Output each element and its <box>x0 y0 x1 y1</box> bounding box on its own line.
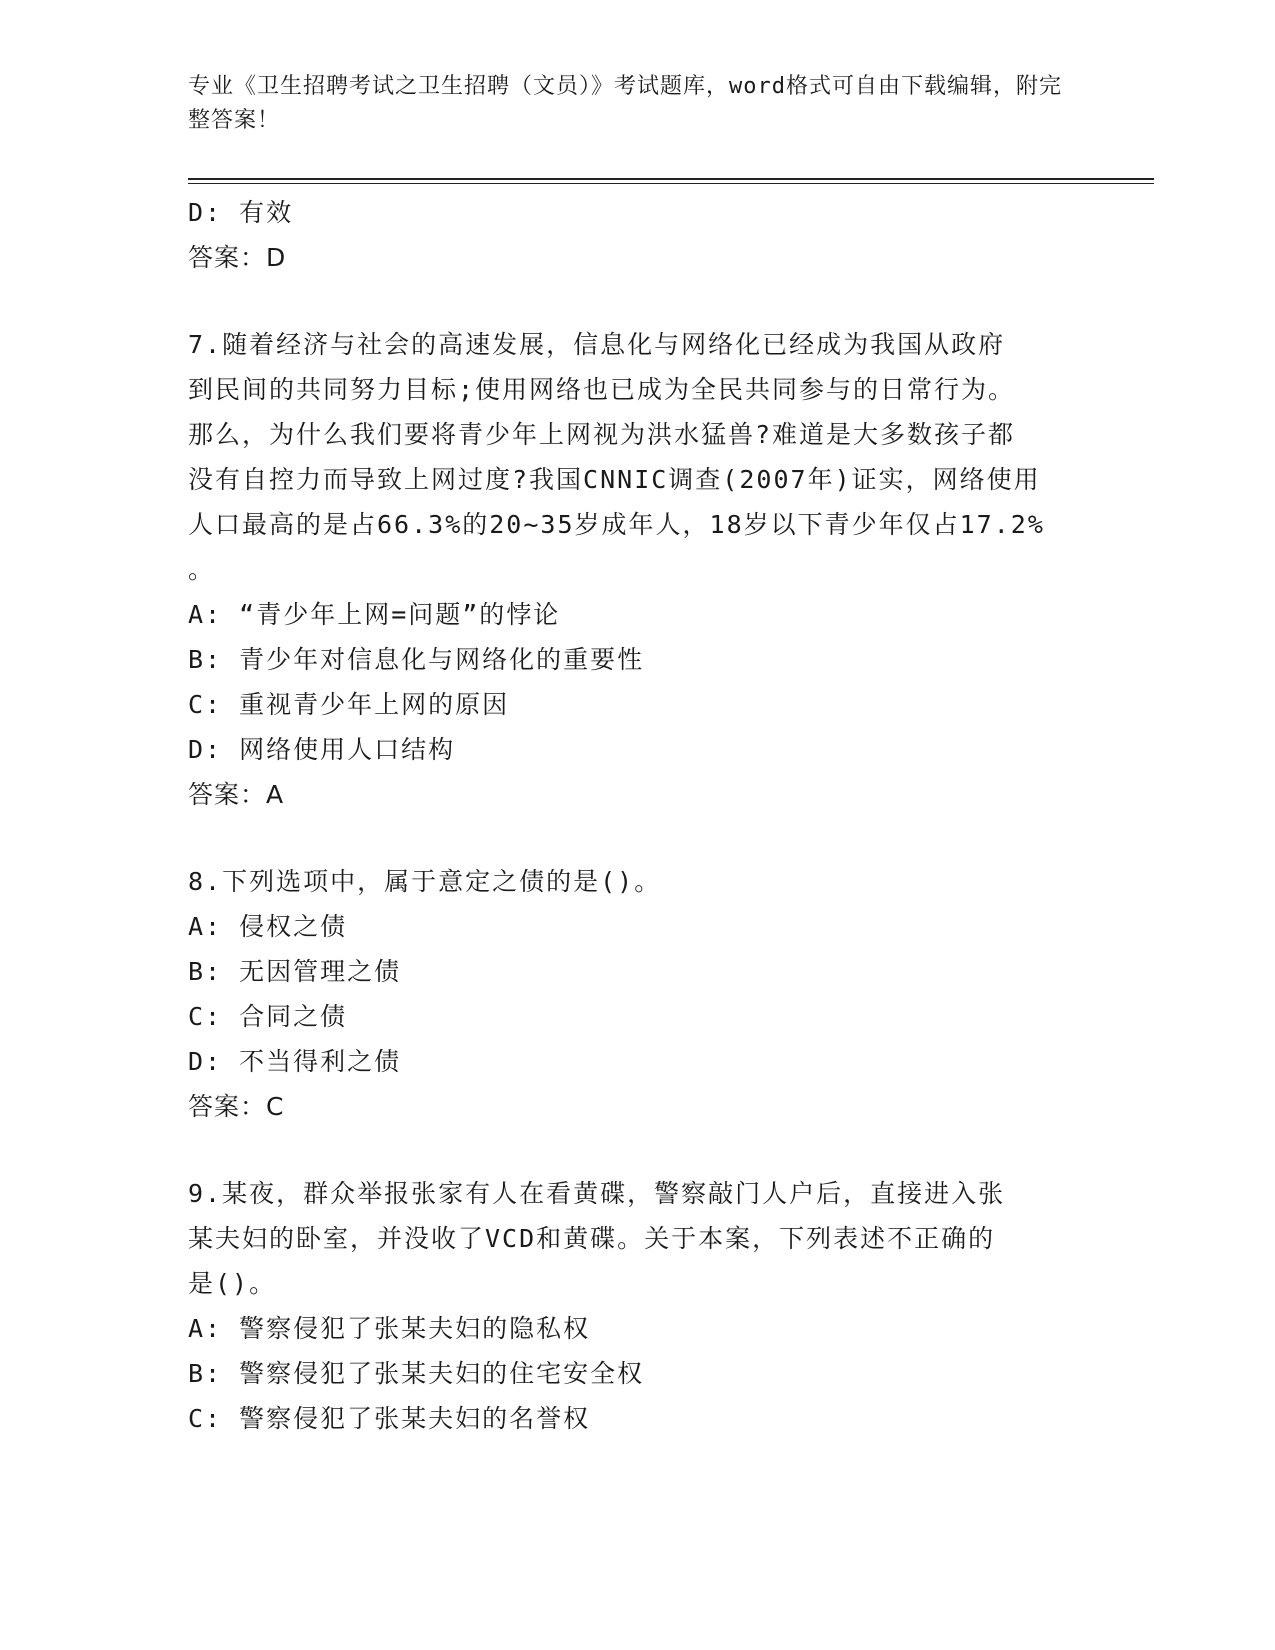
option-c: C: 重视青少年上网的原因 <box>188 690 510 719</box>
question-6-tail <box>188 190 1088 280</box>
document-content <box>188 190 1088 1441</box>
answer: 答案：C <box>188 1092 285 1121</box>
answer: 答案：A <box>188 780 285 809</box>
header-rule-thick <box>188 178 1154 180</box>
option-d: D: 网络使用人口结构 <box>188 735 456 764</box>
stem-line: 8.下列选项中，属于意定之债的是()。 <box>188 867 662 896</box>
option-b: B: 无因管理之债 <box>188 957 402 986</box>
option-b: B: 青少年对信息化与网络化的重要性 <box>188 645 645 674</box>
page-header: 专业《卫生招聘考试之卫生招聘（文员）》考试题库，word格式可自由下载编辑，附完整答案！ <box>188 74 1062 133</box>
option-b: B: 警察侵犯了张某夫妇的住宅安全权 <box>188 1359 645 1388</box>
stem-line: 到民间的共同努力目标;使用网络也已成为全民共同参与的日常行为。 <box>188 375 1016 404</box>
stem-line: 7.随着经济与社会的高速发展，信息化与网络化已经成为我国从政府 <box>188 330 1006 359</box>
stem-line: 人口最高的是占66.3%的20~35岁成年人，18岁以下青少年仅占17.2% <box>188 510 1045 539</box>
stem-line: 。 <box>188 555 216 584</box>
spacer <box>188 817 1088 859</box>
option-c: C: 合同之债 <box>188 1002 348 1031</box>
option-a: A: 警察侵犯了张某夫妇的隐私权 <box>188 1314 591 1343</box>
stem-line: 9.某夜，群众举报张家有人在看黄碟，警察敲门人户后，直接进入张 <box>188 1179 1006 1208</box>
question-9 <box>188 1171 1088 1441</box>
option-d: D: 有效 <box>188 198 294 227</box>
header-rule-thin <box>188 183 1154 184</box>
answer: 答案：D <box>188 243 287 272</box>
spacer <box>188 1129 1088 1171</box>
option-c: C: 警察侵犯了张某夫妇的名誉权 <box>188 1404 591 1433</box>
stem-line: 某夫妇的卧室，并没收了VCD和黄碟。关于本案，下列表述不正确的 <box>188 1224 996 1253</box>
stem-line: 是()。 <box>188 1269 277 1298</box>
question-7 <box>188 322 1088 817</box>
question-8 <box>188 859 1088 1129</box>
option-d: D: 不当得利之债 <box>188 1047 402 1076</box>
option-a: A: 侵权之债 <box>188 912 348 941</box>
option-a: A: “青少年上网=问题”的悖论 <box>188 600 561 629</box>
spacer <box>188 280 1088 322</box>
stem-line: 那么，为什么我们要将青少年上网视为洪水猛兽?难道是大多数孩子都 <box>188 420 1016 449</box>
stem-line: 没有自控力而导致上网过度?我国CNNIC调查(2007年)证实，网络使用 <box>188 465 1041 494</box>
